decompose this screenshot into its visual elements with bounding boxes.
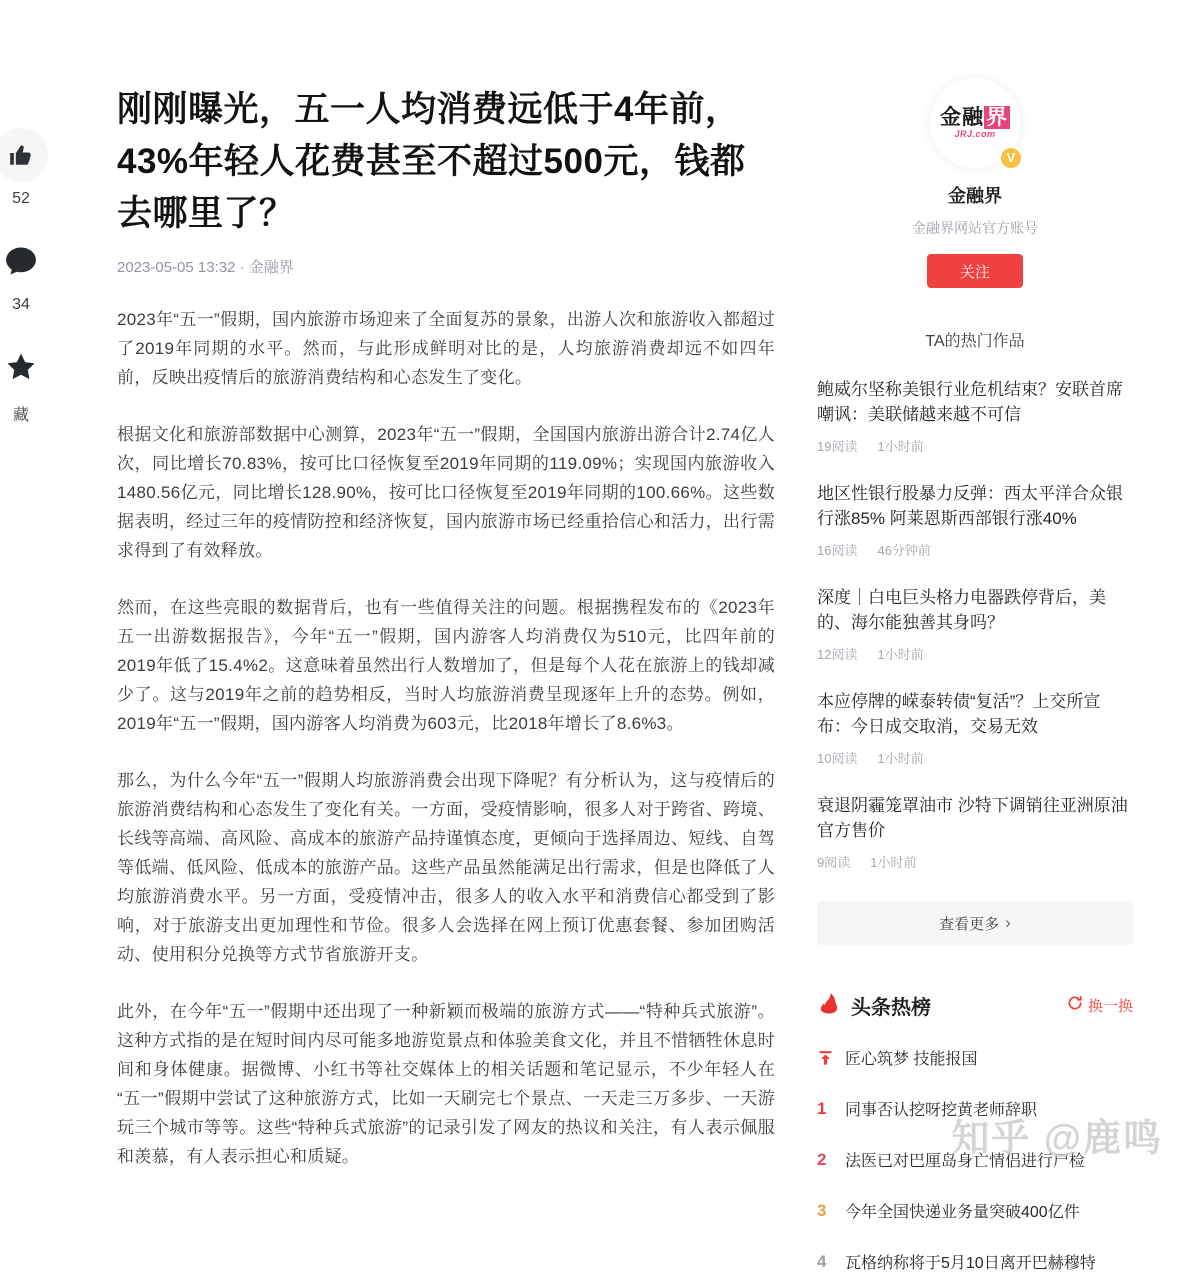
post-meta — [817, 436, 1133, 455]
rank-number: 1 — [817, 1099, 827, 1118]
list-item[interactable] — [817, 481, 1133, 559]
post-title[interactable]: 鲍威尔坚称美银行业危机结束？安联首席嘲讽：美联储越来越不可信 — [817, 380, 1123, 424]
action-rail — [0, 128, 52, 451]
article-paragraph: 根据文化和旅游部数据中心测算，2023年“五一”假期，全国国内旅游出游合计2.74亿人次，同比增长70.83%，按可比口径恢复至2019年同期的119.09%；实现国内旅游收入1480.56亿元，同比增长128.90%，按可比口径恢复至2019年同期的100.66%。这些数据表明，经过三年的疫情防控和经济恢复，国内旅游市场已经重拾信心和活力，出行需求得到了有效释放。 — [117, 425, 775, 560]
list-item[interactable] — [817, 793, 1133, 871]
article-paragraph: 2023年“五一”假期，国内旅游市场迎来了全面复苏的景象，出游人次和旅游收入都超过了2019年同期的水平。然而，与此形成鲜明对比的是，人均旅游消费却远不如四年前，反映出疫情后的旅游消费结构和心态发生了变化。 — [117, 310, 775, 387]
post-reads: 10阅读 — [817, 751, 858, 766]
star-icon[interactable] — [0, 340, 48, 394]
follow-button[interactable]: 关注 — [927, 254, 1023, 288]
post-time: 1小时前 — [877, 751, 924, 766]
hot-item-title[interactable]: 法医已对巴厘岛身亡情侣进行尸检 — [845, 1153, 1086, 1170]
refresh-label[interactable]: 换一换 — [1087, 998, 1133, 1015]
rank-number: 4 — [817, 1252, 827, 1271]
pin-top-icon — [817, 1048, 845, 1066]
hot-item-title[interactable]: 匠心筑梦 技能报国 — [845, 1051, 978, 1068]
article-date: 2023-05-05 13:32 · 金融界 — [117, 259, 294, 276]
post-meta — [817, 748, 1133, 767]
jrj-logo: 金融界 JRJ.com — [940, 106, 1008, 139]
list-item[interactable] — [817, 689, 1133, 767]
post-title[interactable]: 地区性银行股暴力反弹：西太平洋合众银行涨85% 阿莱恩斯西部银行涨40% — [817, 484, 1123, 528]
hot-works-header: TA的热门作品 — [925, 333, 1025, 350]
thumbs-up-icon[interactable] — [0, 128, 48, 182]
list-item[interactable] — [817, 377, 1133, 455]
article-paragraph: 然而，在这些亮眼的数据背后，也有一些值得关注的问题。根据携程发布的《2023年五一出游数据报告》，今年“五一”假期，国内游客人均消费仅为510元，比四年前的2019年低了15.4%2。这意味着虽然出行人数增加了，但是每个人花在旅游上的钱却减少了。这与2019年之前的趋势相反，当时人均旅游消费呈现逐年上升的态势。例如，2019年“五一”假期，国内游客人均消费为603元，比2018年增长了8.6%3。 — [117, 598, 775, 733]
zhihu-watermark: 知乎 @鹿鸣 — [951, 1118, 1163, 1160]
hot-item-title[interactable]: 瓦格纳称将于5月10日离开巴赫穆特 — [845, 1255, 1096, 1272]
refresh-icon — [1067, 995, 1083, 1016]
list-item[interactable] — [817, 585, 1133, 663]
article-body — [117, 305, 775, 1171]
hot-list-item[interactable] — [817, 1099, 1133, 1122]
post-meta — [817, 540, 1133, 559]
comment-button[interactable] — [0, 234, 52, 314]
view-more-button[interactable]: 查看更多 › — [817, 901, 1133, 945]
hot-item-title[interactable]: 同事否认挖呀挖黄老师辞职 — [845, 1102, 1038, 1119]
article-main — [117, 84, 775, 1171]
post-reads: 12阅读 — [817, 647, 858, 662]
post-meta — [817, 644, 1133, 663]
article-paragraph: 那么，为什么今年“五一”假期人均旅游消费会出现下降呢？有分析认为，这与疫情后的旅游消费结构和心态发生了变化有关。一方面，受疫情影响，很多人对于跨省、跨境、长线等高端、高风险、高成本的旅游产品持谨慎态度，更倾向于选择周边、短线、自驾等低端、低风险、低成本的旅游产品。这些产品虽然能满足出行需求，但是也降低了人均旅游消费水平。另一方面，受疫情冲击，很多人的收入水平和消费信心都受到了影响，对于旅游支出更加理性和节俭。很多人会选择在网上预订优惠套餐、参加团购活动、使用积分兑换等方式节省旅游开支。 — [117, 771, 775, 964]
post-reads: 16阅读 — [817, 543, 858, 558]
like-button[interactable] — [0, 128, 52, 208]
comment-count: 34 — [12, 296, 30, 313]
article-paragraph: 此外，在今年“五一”假期中还出现了一种新颖而极端的旅游方式——“特种兵式旅游”。这种方式指的是在短时间内尽可能多地游览景点和体验美食文化，并且不惜牺牲休息时间和身体健康。据微博、小红书等社交媒体上的相关话题和笔记显示，不少年轻人在“五一”假期中尝试了这种旅游方式，比如一天刷完七个景点、一天走三万多步、一天游玩三个城市等等。这些“特种兵式旅游”的记录引发了网友的热议和关注，有人表示佩服和羡慕，有人表示担心和质疑。 — [117, 1002, 775, 1166]
post-meta — [817, 852, 1133, 871]
hot-list-item[interactable] — [817, 1201, 1133, 1224]
verified-badge-icon: V — [999, 146, 1023, 170]
post-time: 46分钟前 — [877, 543, 931, 558]
post-time: 1小时前 — [877, 439, 924, 454]
sidebar — [817, 78, 1133, 1275]
post-reads: 19阅读 — [817, 439, 858, 454]
author-avatar[interactable] — [930, 78, 1020, 168]
favorite-label: 藏 — [12, 407, 29, 424]
rank-number: 2 — [817, 1150, 827, 1169]
rank-number: 3 — [817, 1201, 827, 1220]
hot-list-pinned-item[interactable] — [817, 1048, 1133, 1071]
post-time: 1小时前 — [870, 855, 917, 870]
author-bio: 金融界网站官方账号 — [912, 220, 1038, 236]
post-time: 1小时前 — [877, 647, 924, 662]
hot-list-header — [817, 991, 1133, 1020]
post-reads: 9阅读 — [817, 855, 851, 870]
hot-list-item[interactable] — [817, 1252, 1133, 1275]
chevron-right-icon: › — [1005, 913, 1011, 932]
hot-item-title[interactable]: 今年全国快递业务量突破400亿件 — [845, 1204, 1080, 1221]
post-title[interactable]: 衰退阴霾笼罩油市 沙特下调销往亚洲原油官方售价 — [817, 796, 1128, 840]
author-name[interactable]: 金融界 — [948, 186, 1002, 206]
hot-list-item[interactable] — [817, 1150, 1133, 1173]
comment-icon[interactable] — [0, 234, 48, 288]
hot-list-title: 头条热榜 — [851, 997, 931, 1019]
post-title[interactable]: 深度｜白电巨头格力电器跌停背后，美的、海尔能独善其身吗？ — [817, 588, 1106, 632]
flame-icon — [817, 991, 841, 1020]
like-count: 52 — [12, 190, 30, 207]
author-card — [817, 78, 1133, 288]
refresh-button[interactable] — [1067, 995, 1133, 1016]
favorite-button[interactable] — [0, 340, 52, 425]
post-title[interactable]: 本应停牌的嵘泰转债“复活”？上交所宣布：今日成交取消，交易无效 — [817, 692, 1101, 736]
hot-list-section — [817, 991, 1133, 1275]
article-title: 刚刚曝光，五一人均消费远低于4年前，43%年轻人花费甚至不超过500元，钱都去哪里了？ — [117, 90, 746, 233]
